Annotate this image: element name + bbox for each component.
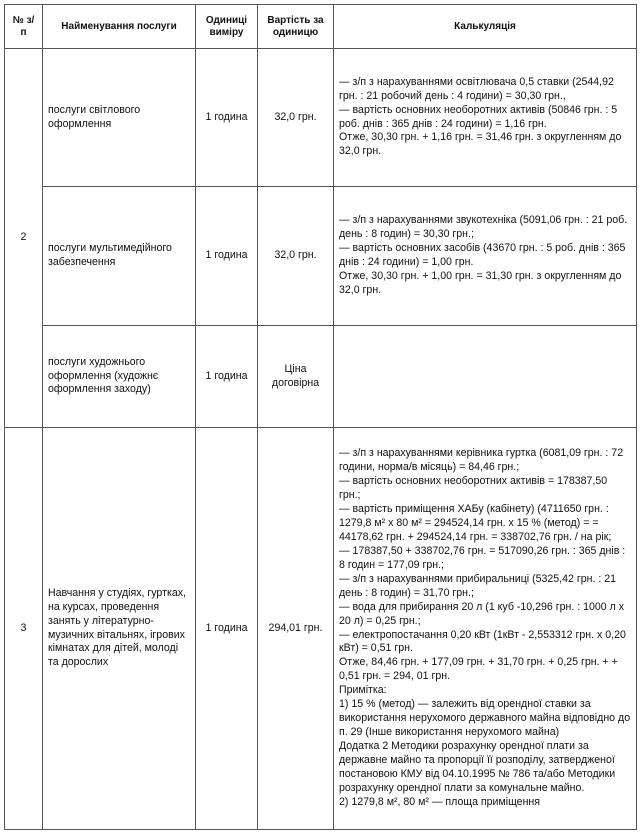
calc-line: — вода для прибирання 20 л (1 куб -10,296 грн. : 1000 л х 20 л) = 0,25 грн.; [339, 600, 625, 627]
calc-line: — вартість основних засобів (43670 грн. : 5 роб. днів : 365 днів : 24 години) = 1,00 грн. [339, 242, 626, 268]
calc-line: Отже, 84,46 грн. + 177,09 грн. + 31,70 грн. + 0,25 грн. + + 0,51 грн. = 294, 01 грн. [339, 656, 618, 683]
table-row [5, 326, 637, 428]
service-calculation [334, 187, 637, 326]
calc-line: 2) 1279,8 м², 80 м² — площа приміщення [339, 796, 541, 809]
calc-line: — з/п з нарахуваннями звукотехніка (5091,06 грн. : 21 роб. день : 8 годин) = 30,30 грн.; [339, 214, 628, 241]
header-name: Найменування послуги [43, 5, 196, 49]
header-unit: Одиниці виміру [196, 5, 258, 49]
calc-line: Додатка 2 Методики розрахунку орендної плати за державне майно та пропорції її розподілу, затвердженої постановою КМУ від 04.10.1995 № 786 та/або Методики розрахунку орендної плати за комунальне майно. [339, 740, 616, 795]
row-num: 2 [5, 49, 43, 428]
calc-line: — з/п з нарахуваннями керівника гуртка (6081,09 грн. : 72 години, норма/в місяць) = 84,46 грн.; [339, 446, 624, 473]
service-unit: 1 година [196, 428, 258, 830]
service-price: 294,01 грн. [258, 428, 334, 830]
service-price: Ціна договірна [258, 326, 334, 428]
service-name: послуги мультимедійного забезпечення [43, 187, 196, 326]
service-unit: 1 година [196, 187, 258, 326]
calc-line: Отже, 30,30 грн. + 1,00 грн. = 31,30 грн. з округленням до 32,0 грн. [339, 269, 622, 296]
service-price: 32,0 грн. [258, 49, 334, 187]
calc-line: — вартість основних необоротних активів = 178387,50 грн.; [339, 474, 608, 501]
table-header-row [5, 5, 637, 49]
table-row [5, 49, 637, 187]
calc-line: — 178387,50 + 338702,76 грн. = 517090,26 грн. : 365 днів : 8 годин = 177,09 грн.; [339, 544, 626, 571]
service-unit: 1 година [196, 49, 258, 187]
service-calculation [334, 49, 637, 187]
services-table [4, 4, 637, 830]
calc-line: Примітка: [339, 684, 387, 697]
service-calculation [334, 326, 637, 428]
header-num: № з/п [5, 5, 43, 49]
calc-line: — вартість основних необоротних активів (50846 грн. : 5 роб. днів : 365 днів : 24 години) = 1,16 грн. [339, 103, 618, 130]
service-price: 32,0 грн. [258, 187, 334, 326]
calc-line: Отже, 30,30 грн. + 1,16 грн. = 31,46 грн. з округленням до 32,0 грн. [339, 131, 622, 158]
calc-line: 1) 15 % (метод) — залежить від орендної ставки за використання нерухомого державного майна відповідно до п. 29 (Інше використання нерухомого майна) [339, 698, 631, 739]
table-row [5, 428, 637, 830]
service-calculation [334, 428, 637, 830]
header-calc: Калькуляція [334, 5, 637, 49]
service-name: послуги світлового оформлення [43, 49, 196, 187]
calc-line: — з/п з нарахуваннями прибиральниці (5325,42 грн. : 21 день : 8 годин) = 31,70 грн.; [339, 572, 616, 599]
table-row [5, 187, 637, 326]
row-num: 3 [5, 428, 43, 830]
header-price: Вартість за одиницю [258, 5, 334, 49]
service-name: Навчання у студіях, гуртках, на курсах, проведення занять у літературно-музичних вітальнях, ігрових кімнатах для дітей, молоді та дорослих [43, 428, 196, 830]
service-unit: 1 година [196, 326, 258, 428]
calc-line: — електропостачання 0,20 кВт (1кВт - 2,553312 грн. х 0,20 кВт) = 0,51 грн. [339, 628, 626, 655]
service-name: послуги художнього оформлення (художнє оформлення заходу) [43, 326, 196, 428]
calc-line: — з/п з нарахуваннями освітлювача 0,5 ставки (2544,92 грн. : 21 робочий день : 4 години) = 30,30 грн., [339, 75, 614, 102]
calc-line: — вартість приміщення ХАБу (кабінету) (4711650 грн. : 1279,8 м² х 80 м² = 294524,14 грн. х 15 % (метод) = = 44178,62 грн. + 294524,14 грн. = 338702,76 грн. / на рік; [339, 502, 612, 543]
